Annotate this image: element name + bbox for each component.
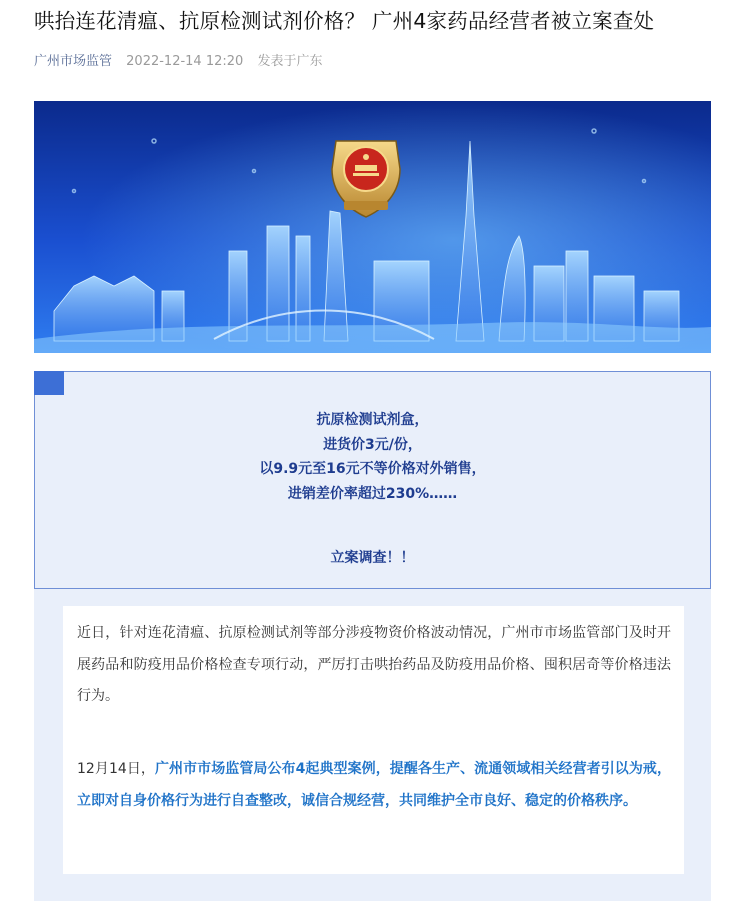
key-facts-quote-box xyxy=(34,371,711,589)
header-banner-image xyxy=(34,101,711,353)
corner-accent xyxy=(34,371,64,395)
publish-date: 2022-12-14 12:20 xyxy=(126,54,244,69)
body-paragraph-1: 近日，针对连花清瘟、抗原检测试剂等部分涉疫物资价格波动情况，广州市市场监管部门及时开展药品和防疫用品价格检查专项行动，严厉打击哄抬药品及防疫用品价格、囤积居奇等价格违法行为。 xyxy=(77,625,671,704)
paragraph-2-highlight: 广州市市场监管局公布4起典型案例，提醒各生产、流通领域相关经营者引以为戒，立即对自身价格行为进行自查整改，诚信合规经营，共同维护全市良好、稳定的价格秩序。 xyxy=(77,761,671,809)
paragraph-2-date: 12月14日， xyxy=(77,761,155,777)
quote-line: 以9.9元至16元不等价格对外销售， xyxy=(259,461,486,477)
quote-verdict: 立案调查！！ xyxy=(330,550,415,566)
quote-line: 进货价3元/份， xyxy=(323,436,422,453)
publish-location: 发表于广东 xyxy=(257,54,323,69)
quote-line: 进销差价率超过230%…… xyxy=(287,485,458,502)
article-meta xyxy=(34,50,322,69)
quote-line: 抗原检测试剂盒， xyxy=(316,412,429,428)
body-panel xyxy=(34,589,711,901)
body-paragraph-2 xyxy=(77,753,671,817)
body-card xyxy=(63,606,684,874)
article-title: 哄抬连花清瘟、抗原检测试剂价格？ 广州4家药品经营者被立案查处 xyxy=(34,9,655,33)
source-account-link[interactable]: 广州市场监管 xyxy=(34,54,113,69)
